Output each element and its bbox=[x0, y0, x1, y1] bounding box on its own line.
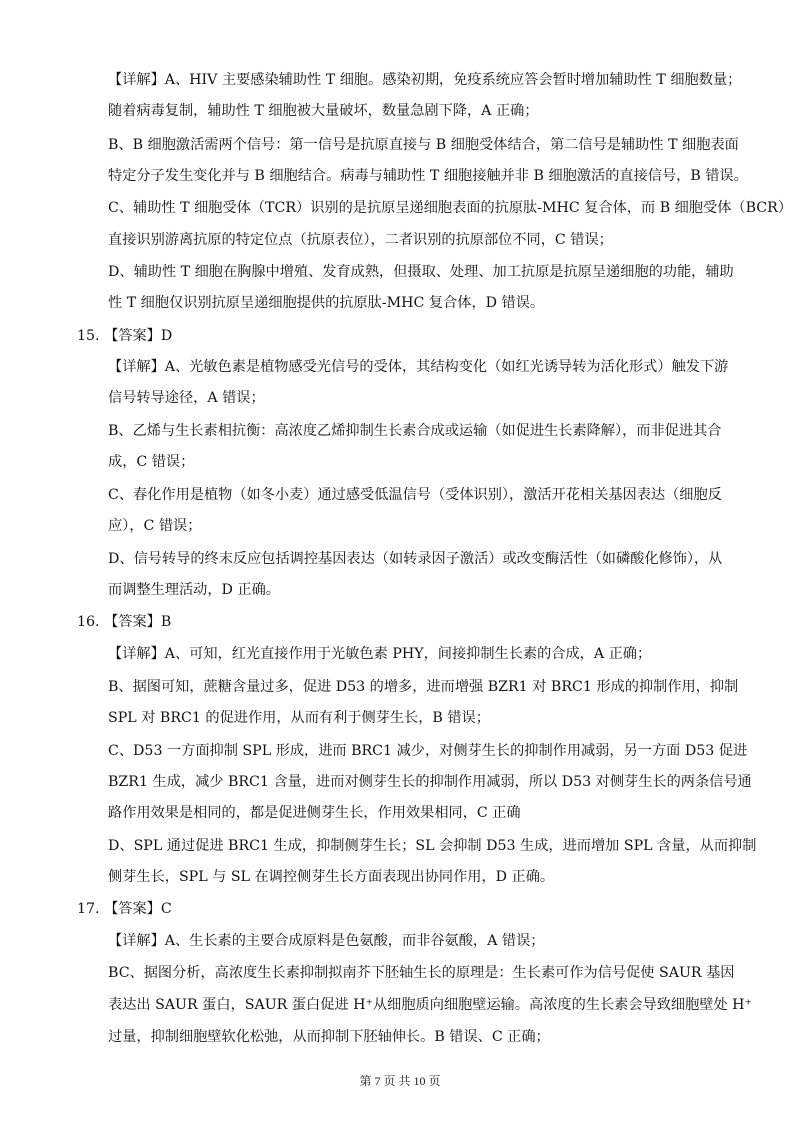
text-line: B、B 细胞激活需两个信号：第一信号是抗原直接与 B 细胞受体结合，第二信号是辅助性 T 细胞表面 bbox=[108, 137, 739, 153]
text-line: 侧芽生长，SPL 与 SL 在调控侧芽生长方面表现出协同作用，D 正确。 bbox=[108, 869, 555, 885]
text-line: B、据图可知，蔗糖含量过多，促进 D53 的增多，进而增强 BZR1 对 BRC1 形成的抑制作用，抑制 bbox=[108, 679, 739, 695]
text-line: 性 T 细胞仅识别抗原呈递细胞提供的抗原肽-MHC 复合体，D 错误。 bbox=[108, 295, 545, 311]
text-line: D、信号转导的终末反应包括调控基因表达（如转录因子激活）或改变酶活性（如磷酸化修饰），从 bbox=[108, 551, 723, 567]
text-line: D、SPL 通过促进 BRC1 生成，抑制侧芽生长；SL 会抑制 D53 生成，进而增加 SPL 含量，从而抑制 bbox=[108, 838, 757, 854]
text-line: D、辅助性 T 细胞在胸腺中增殖、发育成熟，但摄取、处理、加工抗原是抗原呈递细胞的功能，辅助 bbox=[108, 264, 734, 280]
answer-heading: 17. 【答案】C bbox=[77, 901, 172, 917]
text-line: C、D53 一方面抑制 SPL 形成，进而 BRC1 减少，对侧芽生长的抑制作用减弱，另一方面 D53 促进 bbox=[108, 743, 748, 759]
text-line: B、乙烯与生长素相抗衡：高浓度乙烯抑制生长素合成或运输（如促进生长素降解），而非促进其合 bbox=[108, 423, 722, 439]
text-line: C、春化作用是植物（如冬小麦）通过感受低温信号（受体识别），激活开花相关基因表达（细胞反 bbox=[108, 487, 722, 503]
text-line: 信号转导途径，A 错误； bbox=[108, 390, 265, 406]
text-line: 过量，抑制细胞壁软化松弛，从而抑制下胚轴伸长。B 错误、C 正确； bbox=[108, 1029, 550, 1045]
text-line: 而调整生理活动，D 正确。 bbox=[108, 582, 280, 598]
text-line: 【详解】A、生长素的主要合成原料是色氨酸，而非谷氨酸，A 错误； bbox=[108, 933, 545, 949]
text-line: 路作用效果是相同的，都是促进侧芽生长，作用效果相同，C 正确 bbox=[108, 805, 521, 821]
answer-heading: 16. 【答案】B bbox=[77, 614, 172, 630]
text-line: 应），C 错误； bbox=[108, 518, 202, 534]
text-line: 成，C 错误； bbox=[108, 454, 195, 470]
text-line: BZR1 生成，减少 BRC1 含量，进而对侧芽生长的抑制作用减弱，所以 D53 对侧芽生长的两条信号通 bbox=[108, 774, 752, 790]
text-line: 特定分子发生变化并与 B 细胞结合。病毒与辅助性 T 细胞接触并非 B 细胞激活的直接信号，B 错误。 bbox=[108, 168, 748, 184]
text-line: SPL 对 BRC1 的促进作用，从而有利于侧芽生长，B 错误； bbox=[108, 710, 490, 726]
text-line: 【详解】A、HIV 主要感染辅助性 T 细胞。感染初期，免疫系统应答会暂时增加辅助性 T 细胞数量； bbox=[108, 72, 742, 88]
answer-heading: 15. 【答案】D bbox=[77, 328, 173, 344]
text-line: 随着病毒复制，辅助性 T 细胞被大量破坏，数量急剧下降，A 正确； bbox=[108, 103, 539, 119]
text-line: 表达出 SAUR 蛋白，SAUR 蛋白促进 H⁺从细胞质向细胞壁运输。高浓度的生长素会导致细胞壁处 H⁺ bbox=[108, 997, 753, 1013]
text-line: 【详解】A、可知，红光直接作用于光敏色素 PHY，间接抑制生长素的合成，A 正确； bbox=[108, 646, 652, 662]
text-line: 直接识别游离抗原的特定位点（抗原表位），二者识别的抗原部位不同，C 错误； bbox=[108, 232, 613, 248]
page-footer: 第 7 页 共 10 页 bbox=[359, 1074, 441, 1088]
text-line: C、辅助性 T 细胞受体（TCR）识别的是抗原呈递细胞表面的抗原肽-MHC 复合体，而 B 细胞受体（BCR） bbox=[108, 200, 793, 216]
text-line: 【详解】A、光敏色素是植物感受光信号的受体，其结构变化（如红光诱导转为活化形式）触发下游 bbox=[108, 359, 729, 375]
text-line: BC、据图分析，高浓度生长素抑制拟南芥下胚轴生长的原理是：生长素可作为信号促使 SAUR 基因 bbox=[108, 965, 735, 981]
